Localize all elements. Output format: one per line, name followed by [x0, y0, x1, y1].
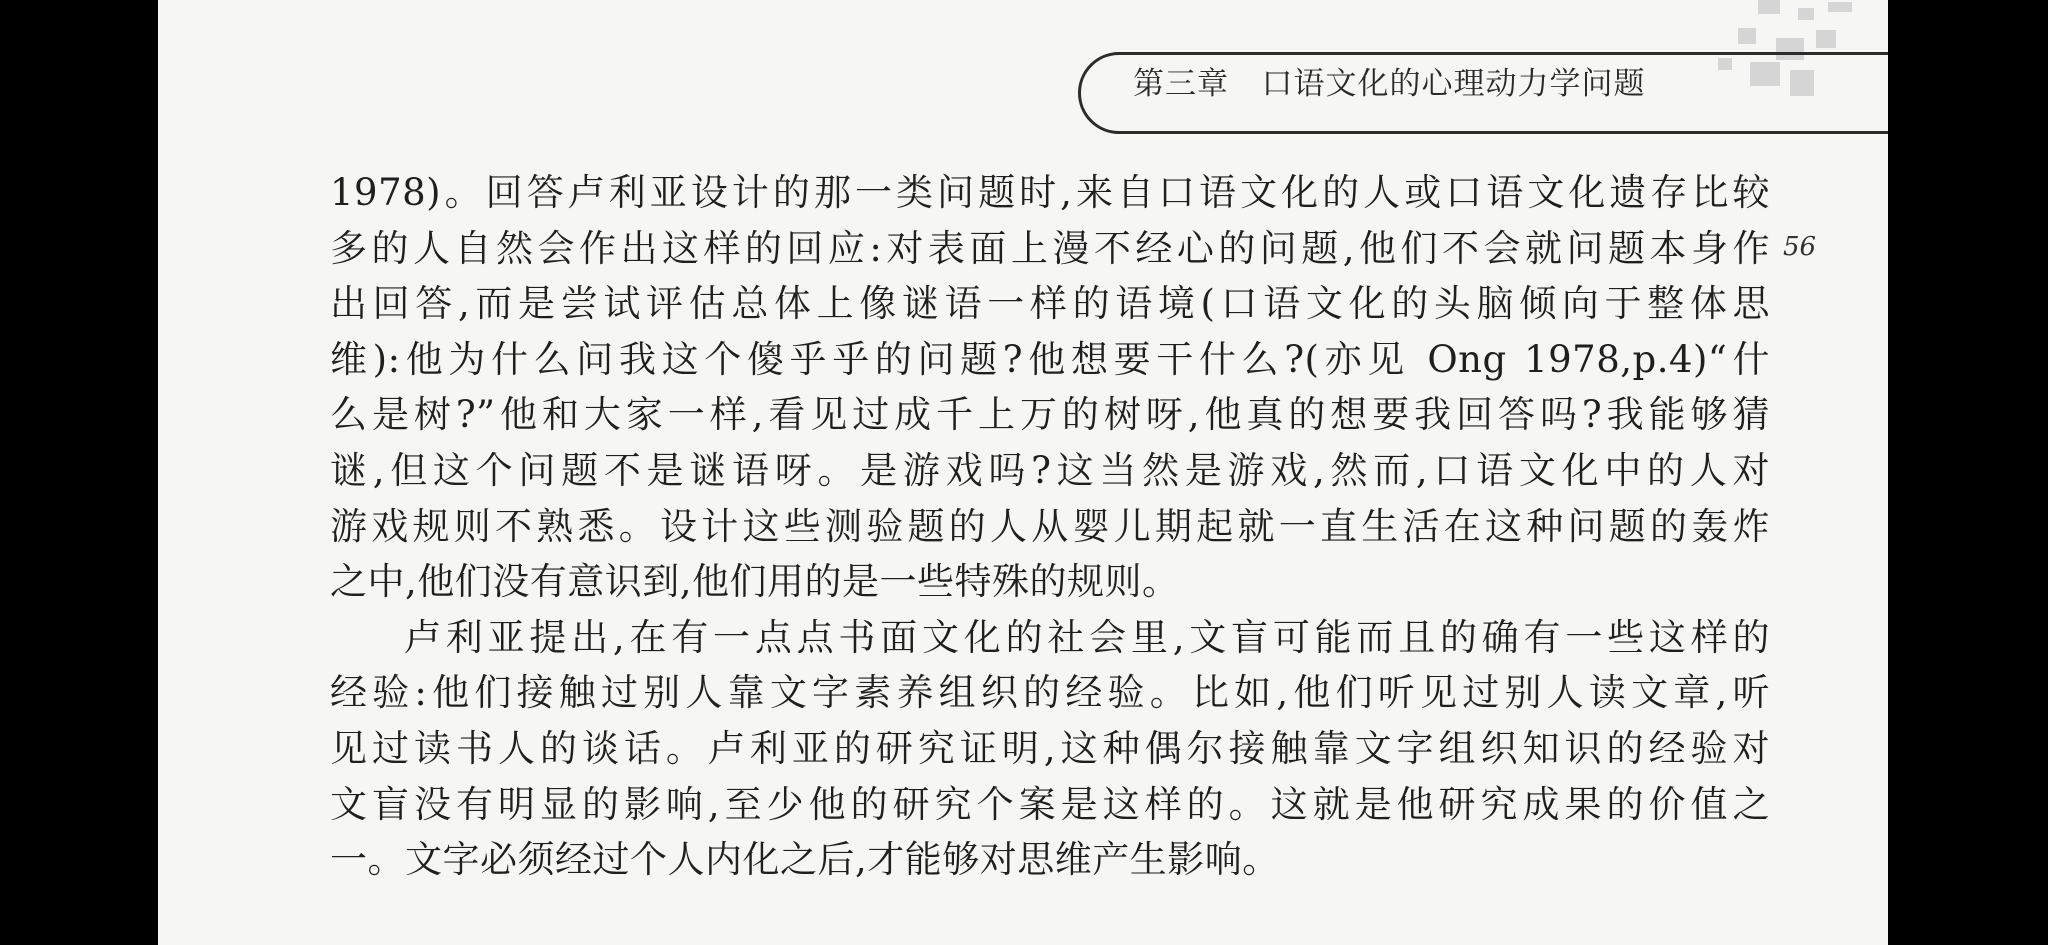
text-line: 游戏规则不熟悉。设计这些测验题的人从婴儿期起就一直生活在这种问题的轰炸 — [330, 504, 1770, 548]
text-line: 维):他为什么问我这个傻乎乎的问题?他想要干什么?(亦见 Ong 1978,p.4)“什 — [330, 337, 1770, 381]
body-text — [330, 165, 1770, 888]
text-line: 出回答,而是尝试评估总体上像谜语一样的语境(口语文化的头脑倾向于整体思 — [330, 282, 1770, 326]
text-line: 文盲没有明显的影响,至少他的研究个案是这样的。这就是他研究成果的价值之 — [330, 782, 1770, 826]
book-page — [158, 0, 1888, 945]
chapter-title: 第三章 口语文化的心理动力学问题 — [1133, 58, 1646, 103]
text-line: 多的人自然会作出这样的回应:对表面上漫不经心的问题,他们不会就问题本身作 — [330, 226, 1770, 270]
margin-page-number: 56 — [1783, 232, 1817, 262]
text-line: 谜,但这个问题不是谜语呀。是游戏吗?这当然是游戏,然而,口语文化中的人对 — [330, 448, 1770, 492]
running-header — [1078, 52, 1888, 142]
text-line: 见过读书人的谈话。卢利亚的研究证明,这种偶尔接触靠文字组织知识的经验对 — [330, 726, 1770, 770]
text-line: 经验:他们接触过别人靠文字素养组织的经验。比如,他们听见过别人读文章,听 — [330, 671, 1770, 715]
text-line: 卢利亚提出,在有一点点书面文化的社会里,文盲可能而且的确有一些这样的 — [404, 615, 1770, 659]
text-line: 1978)。回答卢利亚设计的那一类问题时,来自口语文化的人或口语文化遗存比较 — [330, 171, 1770, 214]
text-line: 么是树?”他和大家一样,看见过成千上万的树呀,他真的想要我回答吗?我能够猜 — [330, 393, 1770, 437]
text-line: 之中,他们没有意识到,他们用的是一些特殊的规则。 — [330, 560, 1180, 604]
text-line: 一。文字必须经过个人内化之后,才能够对思维产生影响。 — [330, 838, 1280, 882]
